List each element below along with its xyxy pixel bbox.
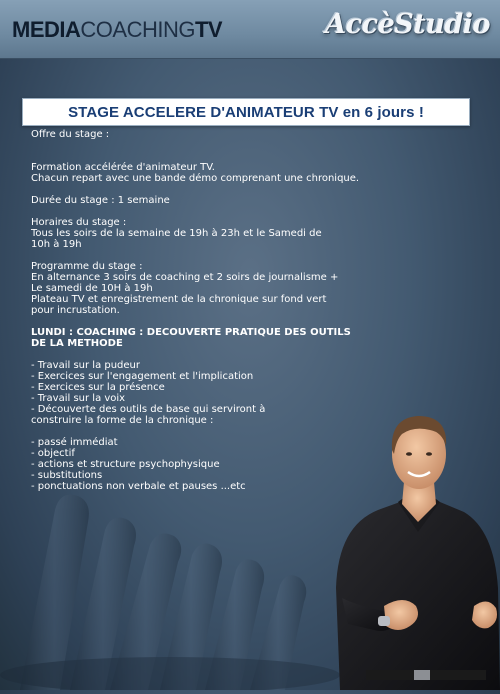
work-item: - Découverte des outils de base qui serviront à [31,404,266,415]
offer-line: Chacun repart avec une bande démo comprenant une chronique. [31,173,360,184]
tool-item: - passé immédiat [31,437,118,448]
tool-item: - ponctuations non verbale et pauses ...etc [31,481,246,492]
tool-item: - substitutions [31,470,103,481]
tool-item: - actions et structure psychophysique [31,459,220,470]
schedule-line: 10h à 19h [31,239,82,250]
logo-tv: TV [194,17,223,42]
tool-item: - objectif [31,448,75,459]
work-item: - Exercices sur la présence [31,382,165,393]
presenter-figure [318,398,500,690]
offer-heading: Offre du stage : [31,129,110,140]
work-item: - Travail sur la voix [31,393,126,404]
header-bar [0,0,500,59]
monday-heading: LUNDI : COACHING : DECOUVERTE PRATIQUE DES OUTILS [31,327,351,338]
monday-heading: DE LA METHODE [31,338,123,349]
title-banner [22,98,470,126]
presenter-photo [318,398,500,690]
program-heading: Programme du stage : [31,261,143,272]
mediacoachingtv-logo [12,17,222,41]
logo-media: MEDIA [12,17,81,42]
work-item: - Exercices sur l'engagement et l'implication [31,371,254,382]
duration-text: Durée du stage : 1 semaine [31,195,170,206]
schedule-heading: Horaires du stage : [31,217,127,228]
program-line: pour incrustation. [31,305,120,316]
offer-line: Formation accélérée d'animateur TV. [31,162,215,173]
accestudio-logo: AccèStudio [325,9,490,40]
schedule-line: Tous les soirs de la semaine de 19h à 23h et le Samedi de [31,228,322,239]
work-item: - Travail sur la pudeur [31,360,141,371]
page-title: STAGE ACCELERE D'ANIMATEUR TV en 6 jours ! [68,103,424,121]
program-line: Le samedi de 10H à 19h [31,283,153,294]
logo-coaching: COACHING [80,17,195,42]
program-line: En alternance 3 soirs de coaching et 2 soirs de journalisme + [31,272,339,283]
work-item: construire la forme de la chronique : [31,415,214,426]
program-line: Plateau TV et enregistrement de la chronique sur fond vert [31,294,327,305]
